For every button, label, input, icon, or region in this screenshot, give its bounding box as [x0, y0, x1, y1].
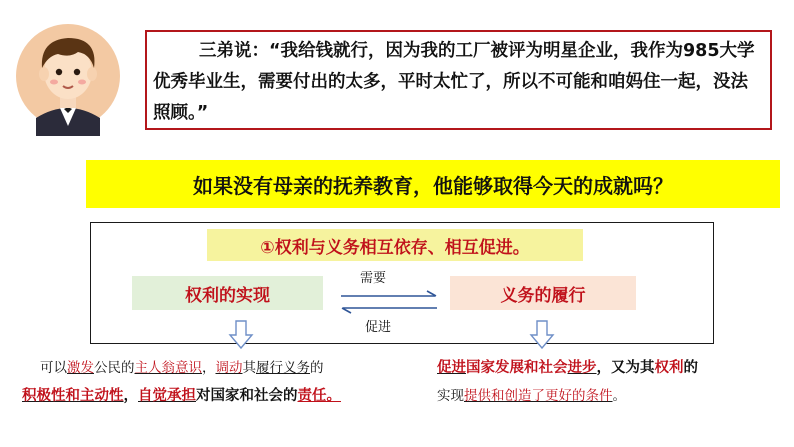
question-banner — [86, 160, 780, 208]
text-fragment: 权利 — [654, 360, 684, 376]
text-fragment: 实现 — [437, 388, 464, 404]
text-fragment: 国家发展和社会 — [466, 360, 568, 376]
boy-avatar-icon — [14, 14, 122, 136]
principle-text: ①权利与义务相互依存、相互促进。 — [260, 237, 530, 258]
double-arrow-icon — [335, 288, 443, 316]
text-fragment: ，又为其 — [596, 360, 655, 376]
duty-fulfillment-box — [450, 276, 636, 310]
arrow-label-need: 需要 — [360, 271, 387, 286]
text-fragment: 的 — [683, 360, 698, 376]
text-fragment: 自觉承担 — [138, 388, 196, 404]
text-fragment: 的 — [310, 360, 324, 376]
rights-realization-label: 权利的实现 — [185, 285, 270, 306]
text-fragment: ， — [123, 388, 138, 404]
text-fragment: 责任。 — [297, 388, 341, 404]
rights-realization-box — [132, 276, 323, 310]
text-fragment: 进步 — [567, 360, 597, 376]
text-fragment: 履行义务 — [256, 360, 310, 376]
text-fragment: 调动 — [215, 360, 243, 376]
text-fragment: 促进 — [437, 360, 466, 376]
rights-effect-text — [22, 354, 402, 410]
question-text: 如果没有母亲的抚养教育，他能够取得今天的成就吗？ — [193, 173, 673, 198]
text-fragment: 公民的 — [94, 360, 135, 376]
quote-text: 三弟说：“我给钱就行，因为我的工厂被评为明星企业，我作为985大学优秀毕业生，需要付出的太多，平时太忙了，所以不可能和咱妈住一起，没法照顾。” — [153, 41, 755, 123]
text-fragment: 可以 — [40, 360, 67, 376]
down-arrow-icon — [228, 320, 254, 350]
text-fragment: 其 — [242, 360, 256, 376]
duty-effect-text — [437, 354, 787, 410]
quote-box — [145, 30, 772, 130]
text-fragment: 对国家和社会的 — [196, 388, 298, 404]
down-arrow-icon — [529, 320, 555, 350]
arrow-label-promote: 促进 — [365, 320, 392, 335]
text-fragment: 积极性和主动性 — [22, 388, 124, 404]
text-fragment: 主人翁意识 — [134, 360, 202, 376]
duty-fulfillment-label: 义务的履行 — [500, 285, 586, 306]
principle-banner — [207, 229, 583, 261]
text-fragment: 激发 — [67, 360, 94, 376]
text-fragment: 。 — [612, 388, 626, 404]
text-fragment: 提供和创造了更好的条件 — [464, 388, 613, 404]
text-fragment: ， — [202, 360, 216, 376]
